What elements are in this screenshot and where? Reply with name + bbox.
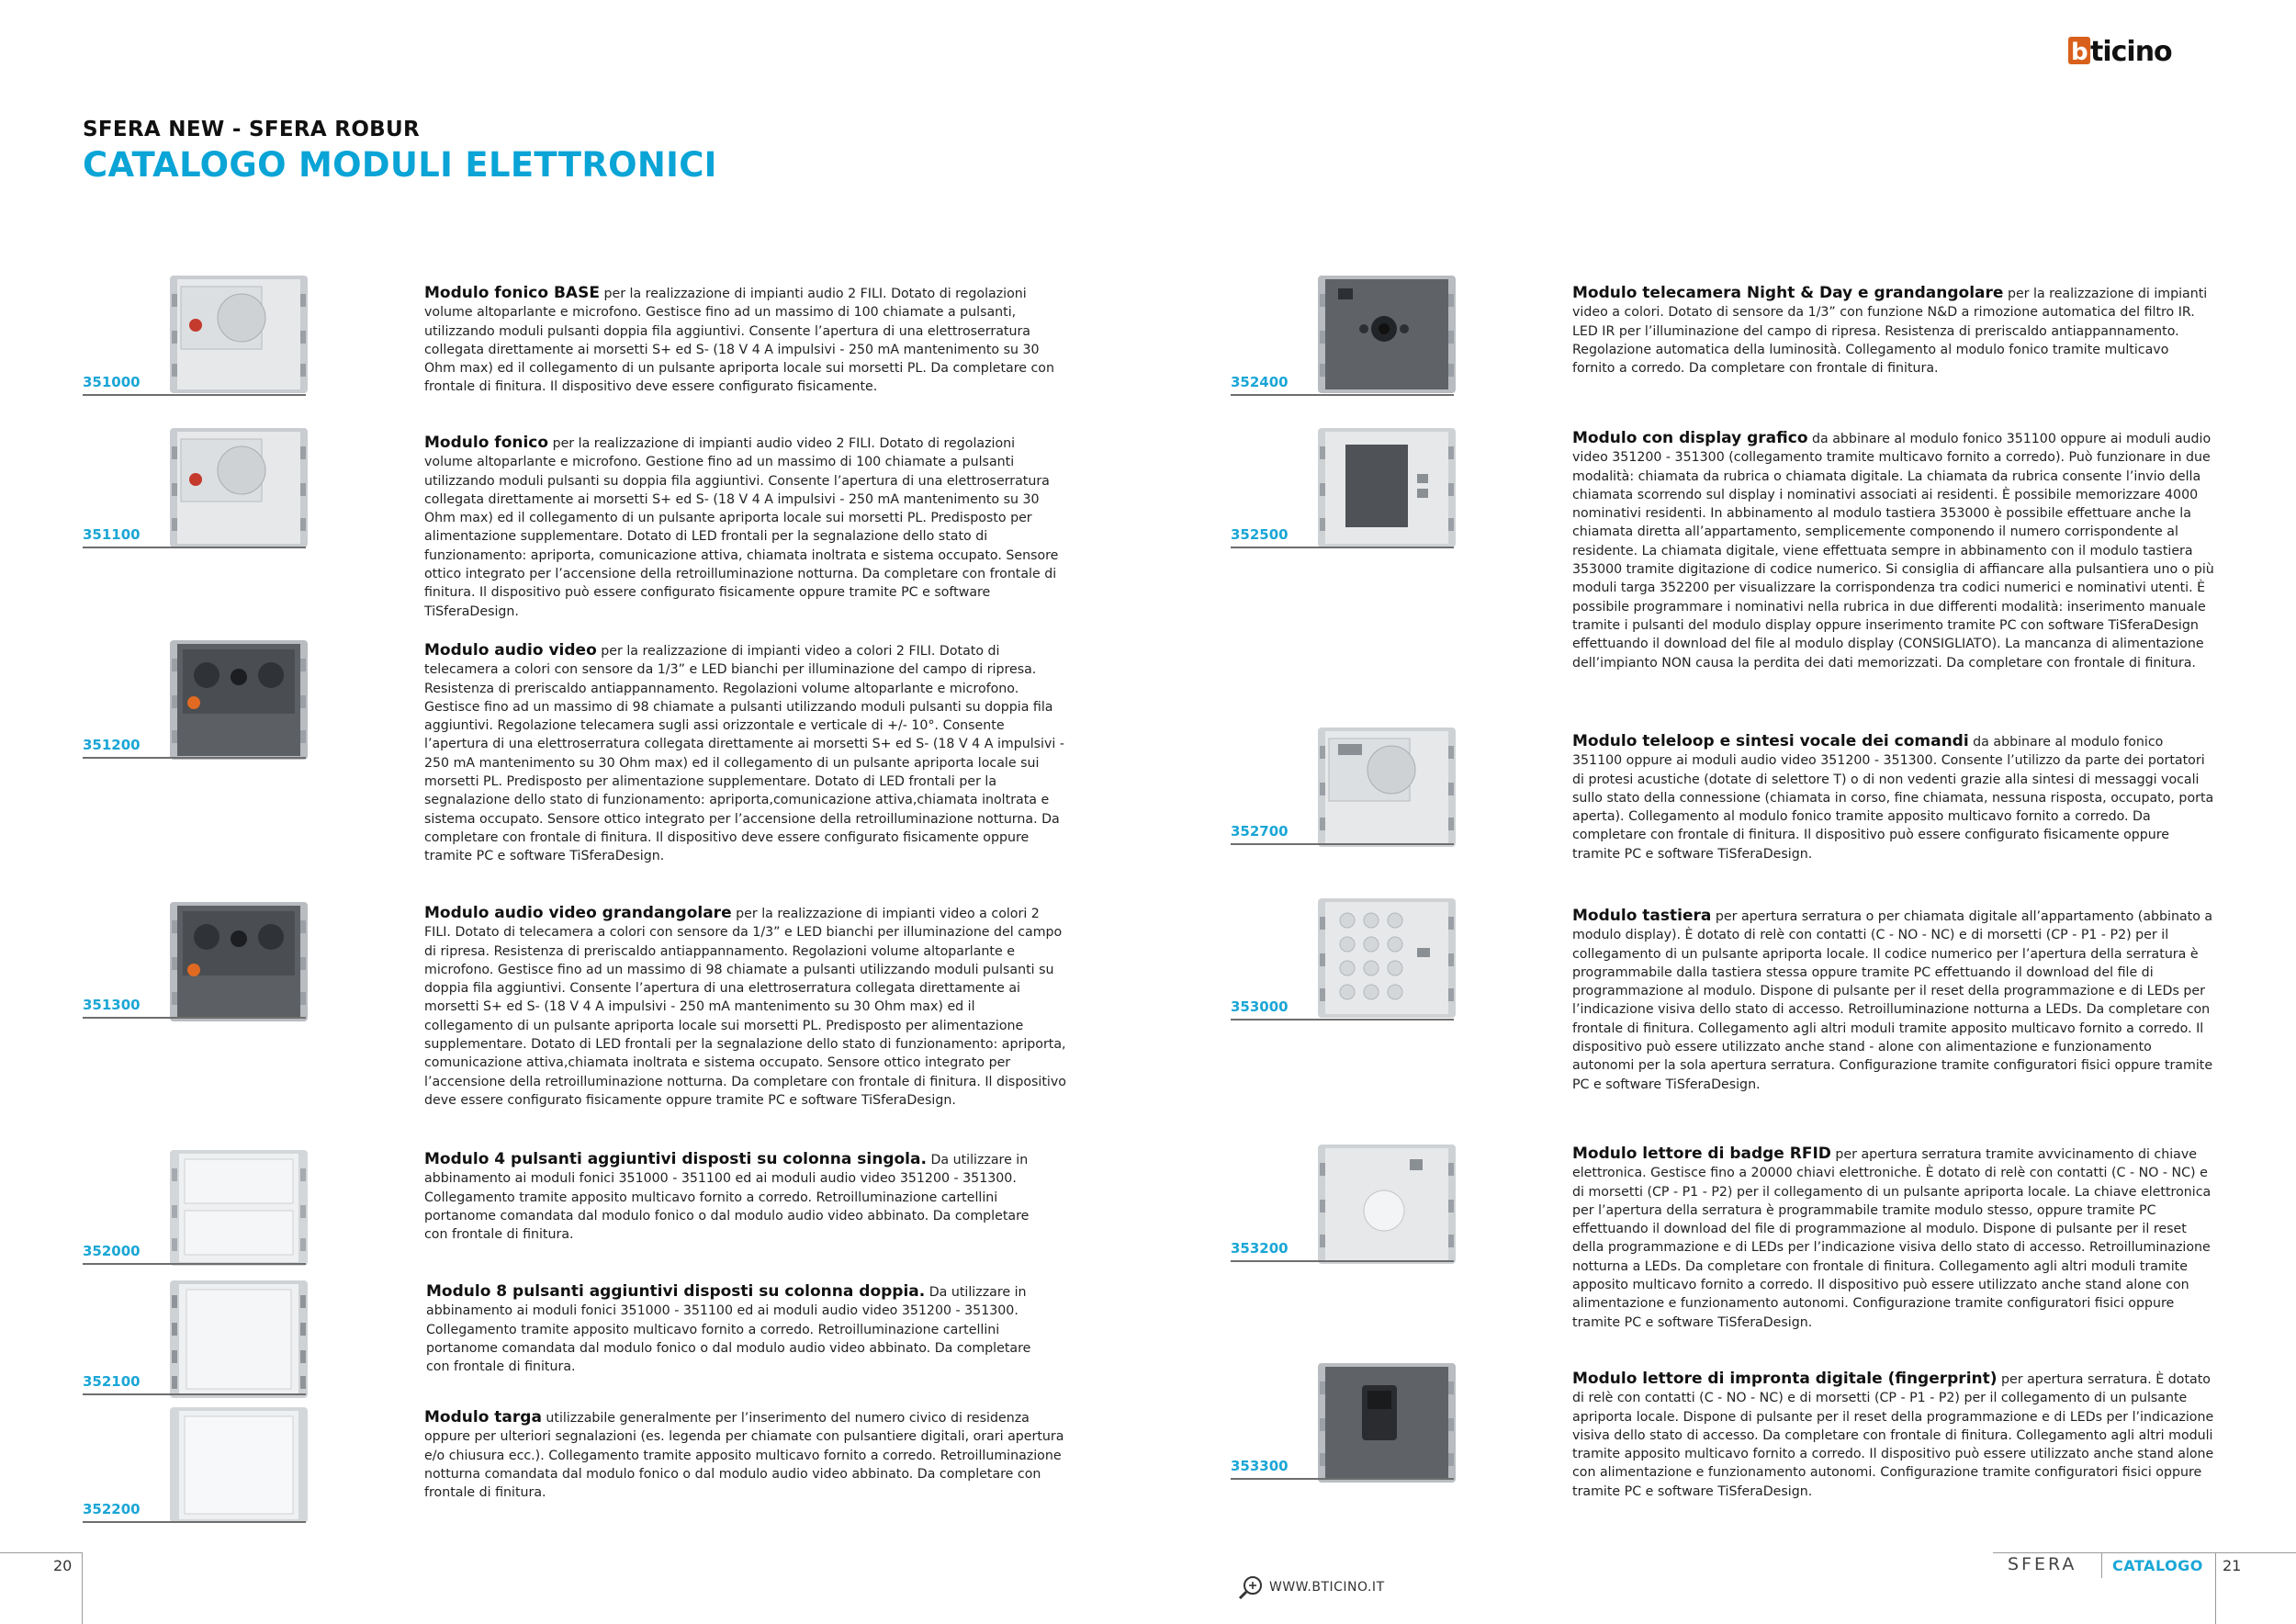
product-title: Modulo lettore di impronta digitale (fingerprint) (1572, 1370, 1998, 1388)
module-353300-image (1318, 1363, 1456, 1483)
product-title: Modulo con display grafico (1572, 429, 1808, 447)
module-351200-image (170, 640, 308, 760)
module-351100-image (170, 428, 308, 547)
product-title: Modulo lettore di badge RFID (1572, 1145, 1831, 1163)
svg-text:ticino: ticino (2090, 36, 2172, 66)
module-353000-image (1318, 898, 1456, 1018)
product-description: Modulo 4 pulsanti aggiuntivi disposti su colonna singola. Da utilizzare in abbinamento ai moduli fonici 351000 - 351100 ed ai moduli audio video 351200 - 351300. Collegamento tramite apposito multicavo fornito a corredo. Retroilluminazione cartellini portanome comandata dal modulo fonico o dal modulo audio video abbinato. Da completare con frontale di finitura. (424, 1150, 1030, 1243)
footer-divider (2101, 1552, 2102, 1578)
divider (83, 547, 306, 548)
product-code: 351100 (83, 526, 141, 543)
product-code: 352000 (83, 1243, 141, 1259)
footer-section: CATALOGO (2112, 1557, 2203, 1574)
product-title: Modulo fonico BASE (424, 284, 600, 302)
product-description: Modulo targa utilizzabile generalmente per l’inserimento del numero civico di residenza oppure per ulteriori segnalazioni (es. legenda per chiamate con pulsantiere digitali, orari apertura e/o chiusura ecc.). Collegamento tramite apposito multicavo fornito a corredo. Retroilluminazione notturna comandata dal modulo fonico o dal modulo audio video abbinato. Da completare con frontale di finitura. (424, 1408, 1064, 1501)
product-title: Modulo audio video (424, 641, 597, 660)
product-description: Modulo lettore di impronta digitale (fingerprint) per apertura serratura. È dotato di relè con contatti (C - NO - NC) e di morsetti (CP - P1 - P2) per il collegamento di un pulsante apriporta locale. Dispone di pulsante per il reset della programmazione e di LEDs per l’indicazione visiva dello stato di accesso. Da completare con frontale di finitura. Collegamento agli altri moduli tramite apposito multicavo fornito a corredo. Il dispositivo può essere utilizzato anche stand alone con alimentazione e funzionamento autonomi. Configurazione tramite configuratori fisici oppure tramite PC e software TiSferaDesign. (1572, 1370, 2214, 1499)
product-title: Modulo tastiera (1572, 907, 1712, 925)
divider (83, 1017, 306, 1019)
product-description: Modulo fonico per la realizzazione di impianti audio video 2 FILI. Dotato di regolazioni volume altoparlante e microfono. Gestione fino ad un massimo di 100 chiamate a pulsanti utilizzando moduli pulsanti su doppia fila aggiuntivi. Consente l’apertura di una elettroserratura collegata direttamente ai morsetti S+ ed S- (18 V 4 A impulsivi - 250 mA mantenimento su 30 Ohm max) ed il collegamento di un pulsante apriporta locale sui morsetti PL. Predisposto per alimentazione supplementare. Dotato di LED frontali per la segnalazione dello stato di funzionamento: apriporta, comunicazione attiva, chiamata inoltrata e sistema occupato. Sensore ottico integrato per l’accensione della retroilluminazione notturna. Da completare con frontale di finitura. Il dispositivo può essere configurato fisicamente oppure tramite PC e software TiSferaDesign. (424, 434, 1059, 619)
module-351300-image (170, 902, 308, 1021)
product-title: Modulo 4 pulsanti aggiuntivi disposti su colonna singola. (424, 1150, 927, 1168)
divider (83, 394, 306, 396)
product-title: Modulo telecamera Night & Day e grandangolare (1572, 284, 2004, 302)
divider (1231, 1260, 1454, 1262)
divider (83, 757, 306, 759)
divider (1231, 394, 1454, 396)
module-352500-image (1318, 428, 1456, 547)
product-description: Modulo con display grafico da abbinare al modulo fonico 351100 oppure ai moduli audio video 351200 - 351300 (collegamento tramite multicavo fornito a corredo). Può funzionare in due modalità: chiamata da rubrica o chiamata digitale. La chiamata da rubrica consente l’invio della chiamata scorrendo sul display i nominativi associati ai residenti. È possibile memorizzare 4000 nominativi residenti. In abbinamento al modulo tastiera 353000 è possibile effettuare anche la chiamata diretta all’appartamento, semplicemente componendo il numero corrispondente al residente. La chiamata digitale, viene effettuata sempre in abbinamento con il modulo tastiera 353000 tramite digitazione di codice numerico. Si consiglia di affiancare alla pulsantiera uno o più moduli targa 352200 per visualizzare la corrispondenza tra codici numerici e nominativi utenti. È possibile programmare i nominativi nella rubrica in due differenti modalità: inserimento manuale tramite i pulsanti del modulo display oppure inserimento tramite PC con software TiSferaDesign effettuando il download del file al modulo display (CONSIGLIATO). La mancanza di alimentazione dell’impianto NON causa la perdita dei dati memorizzati. Da completare con frontale di finitura. (1572, 429, 2214, 671)
module-353200-image (1318, 1145, 1456, 1264)
product-title: Modulo audio video grandangolare (424, 904, 732, 922)
product-title: Modulo targa (424, 1408, 542, 1427)
footer-divider (82, 1552, 83, 1624)
product-code: 353200 (1231, 1240, 1289, 1257)
module-352100-image (170, 1280, 308, 1398)
footer-rule (0, 1552, 83, 1553)
module-352200-image (170, 1407, 308, 1523)
product-code: 353300 (1231, 1458, 1289, 1474)
product-code: 352100 (83, 1373, 141, 1390)
product-description: Modulo telecamera Night & Day e grandangolare per la realizzazione di impianti video a colori. Dotato di sensore da 1/3” con funzione N&D a rimozione automatica del filtro IR. LED IR per l’illuminazione del campo di ripresa. Resistenza di preriscaldo antiappannamento. Regolazione automatica della luminosità. Collegamento al modulo fonico tramite multicavo fornito a corredo. Da completare con frontale di finitura. (1572, 284, 2208, 377)
bticino-logo (2068, 33, 2217, 66)
product-code: 352700 (1231, 823, 1289, 840)
page-number-right: 21 (2223, 1557, 2242, 1574)
product-description: Modulo audio video grandangolare per la realizzazione di impianti video a colori 2 FILI. Dotato di telecamera a colori con sensore da 1/3” e LED bianchi per illuminazione del campo di ripresa. Resistenza di preriscaldo antiappannamento. Regolazioni volume altoparlante e microfono. Gestisce fino ad un massimo di 98 chiamate a pulsanti utilizzando moduli pulsanti su doppia fila aggiuntivi. Consente l’apertura di una elettroserratura collegata direttamente ai morsetti S+ ed S- (18 V 4 A impulsivi - 250 mA mantenimento su 30 Ohm max) ed il collegamento di un pulsante apriporta locale sui morsetti PL. Predisposto per alimentazione supplementare. Dotato di LED frontali per la segnalazione dello stato di funzionamento: apriporta, comunicazione attiva,chiamata inoltrata e sistema occupato. Sensore ottico integrato per l’accensione della retroilluminazione notturna. Da completare con frontale di finitura. Il dispositivo deve essere configurato fisicamente oppure tramite PC e software TiSferaDesign. (424, 904, 1066, 1108)
product-description: Modulo teleloop e sintesi vocale dei comandi da abbinare al modulo fonico 351100 oppure ai moduli audio video 351200 - 351300. Consente l’utilizzo da parte dei portatori di protesi acustiche (dotate di selettore T) o di non vedenti grazie alla sintesi di messaggi vocali sullo stato della connessione (chiamata in corso, fine chiamata, nessuna risposta, occupato, porta aperta). Collegamento al modulo fonico tramite apposito multicavo fornito a corredo. Da completare con frontale di finitura. Il dispositivo può essere configurato fisicamente oppure tramite PC e software TiSferaDesign. (1572, 732, 2214, 862)
product-description: Modulo fonico BASE per la realizzazione di impianti audio 2 FILI. Dotato di regolazioni volume altoparlante e microfono. Gestisce fino ad un massimo di 100 chiamate a pulsanti, utilizzando moduli pulsanti doppia fila aggiuntivi. Consente l’apertura di una elettroserratura collegata direttamente ai morsetti S+ ed S- (18 V 4 A impulsivi - 250 mA mantenimento su 30 Ohm max) ed il collegamento di un pulsante apriporta locale sui morsetti PL. Da completare con frontale di finitura. Il dispositivo deve essere configurato fisicamente. (424, 284, 1054, 395)
product-description: Modulo tastiera per apertura serratura o per chiamata digitale all’appartamento (abbinato a modulo display). È dotato di relè con contatti (C - NO - NC) e di morsetti (CP - P1 - P2) per il collegamento di un pulsante apriporta locale. Il codice numerico per l’apertura della serratura è programmabile dalla tastiera stessa oppure tramite PC effettuando il download del file di programmazione al modulo. Dispone di pulsante per il reset della programmazione e di LEDs per l’indicazione visiva dello stato di accesso. Retroilluminazione notturna a LEDs. Da completare con frontale di finitura. Collegamento agli altri moduli tramite apposito multicavo fornito a corredo. Il dispositivo può essere utilizzato anche stand - alone con alimentazione e funzionamento autonomi per la sola apertura serratura. Configurazione tramite configuratori fisici oppure tramite PC e software TiSferaDesign. (1572, 907, 2213, 1092)
divider (1231, 1019, 1454, 1021)
product-code: 352500 (1231, 526, 1289, 543)
divider (1231, 1478, 1454, 1480)
footer-brand: SFERA (2008, 1554, 2077, 1574)
divider (1231, 547, 1454, 548)
product-title: Modulo teleloop e sintesi vocale dei comandi (1572, 732, 1969, 750)
module-352000-image (170, 1150, 308, 1266)
divider (83, 1393, 306, 1395)
product-code: 351000 (83, 374, 141, 390)
divider (83, 1521, 306, 1523)
footer-divider (2215, 1552, 2216, 1624)
product-code: 351300 (83, 997, 141, 1013)
website-link[interactable]: WWW.BTICINO.IT (1269, 1580, 1385, 1595)
supertitle: SFERA NEW - SFERA ROBUR (83, 118, 420, 141)
divider (1231, 843, 1454, 845)
footer-rule (1993, 1552, 2296, 1553)
module-352700-image (1318, 727, 1456, 847)
page-title: CATALOGO MODULI ELETTRONICI (83, 145, 717, 185)
product-title: Modulo fonico (424, 434, 549, 452)
divider (83, 1263, 306, 1265)
module-351000-image (170, 276, 308, 393)
module-352400-image (1318, 276, 1456, 393)
product-title: Modulo 8 pulsanti aggiuntivi disposti su colonna doppia. (426, 1282, 926, 1301)
zoom-icon (1238, 1574, 1264, 1600)
product-code: 351200 (83, 737, 141, 753)
page-number-left: 20 (53, 1557, 73, 1574)
svg-text:b: b (2071, 39, 2088, 66)
product-code: 352400 (1231, 374, 1289, 390)
product-code: 352200 (83, 1501, 141, 1517)
product-description: Modulo audio video per la realizzazione di impianti video a colori 2 FILI. Dotato di telecamera a colori con sensore da 1/3” e LED bianchi per illuminazione del campo di ripresa. Resistenza di preriscaldo antiappannamento. Regolazioni volume altoparlante e microfono. Gestisce fino ad un massimo di 98 chiamate a pulsanti utilizzando moduli pulsanti su doppia fila aggiuntivi. Regolazione telecamera sugli assi orizzontale e verticale di +/- 10°. Consente l’apertura di una elettroserratura collegata direttamente ai morsetti S+ ed S- (18 V 4 A impulsivi - 250 mA mantenimento su 30 Ohm max) ed il collegamento di un pulsante apriporta locale sui morsetti PL. Predisposto per alimentazione supplementare. Dotato di LED frontali per la segnalazione dello stato di funzionamento: apriporta,comunicazione attiva,chiamata inoltrata e sistema occupato. Sensore ottico integrato per l’accensione della retroilluminazione notturna. Da completare con frontale di finitura. Il dispositivo deve essere configurato fisicamente oppure tramite PC e software TiSferaDesign. (424, 641, 1064, 864)
product-description: Modulo lettore di badge RFID per apertura serratura tramite avvicinamento di chiave elettronica. Gestisce fino a 20000 chiavi elettroniche. È dotato di relè con contatti (C - NO - NC) e di morsetti (CP - P1 - P2) per il collegamento di un pulsante apriporta locale. La chiave elettronica per l’apertura della serratura è programmabile tramite modulo stesso, oppure tramite PC effettuando il download del file di programmazione al modulo. Dispone di pulsante per il reset della programmazione e di LEDs per l’indicazione visiva dello stato di accesso. Retroilluminazione notturna a LEDs. Da completare con frontale di finitura. Collegamento agli altri moduli tramite apposito multicavo fornito a corredo. Il dispositivo può essere utilizzato anche stand alone con alimentazione e funzionamento autonomi. Configurazione tramite configuratori fisici oppure tramite PC e software TiSferaDesign. (1572, 1145, 2212, 1330)
product-description: Modulo 8 pulsanti aggiuntivi disposti su colonna doppia. Da utilizzare in abbinamento ai moduli fonici 351000 - 351100 ed ai moduli audio video 351200 - 351300. Collegamento tramite apposito multicavo fornito a corredo. Retroilluminazione cartellini portanome comandata dal modulo fonico o dal modulo audio video abbinato. Da completare con frontale di finitura. (426, 1282, 1031, 1375)
product-code: 353000 (1231, 998, 1289, 1015)
